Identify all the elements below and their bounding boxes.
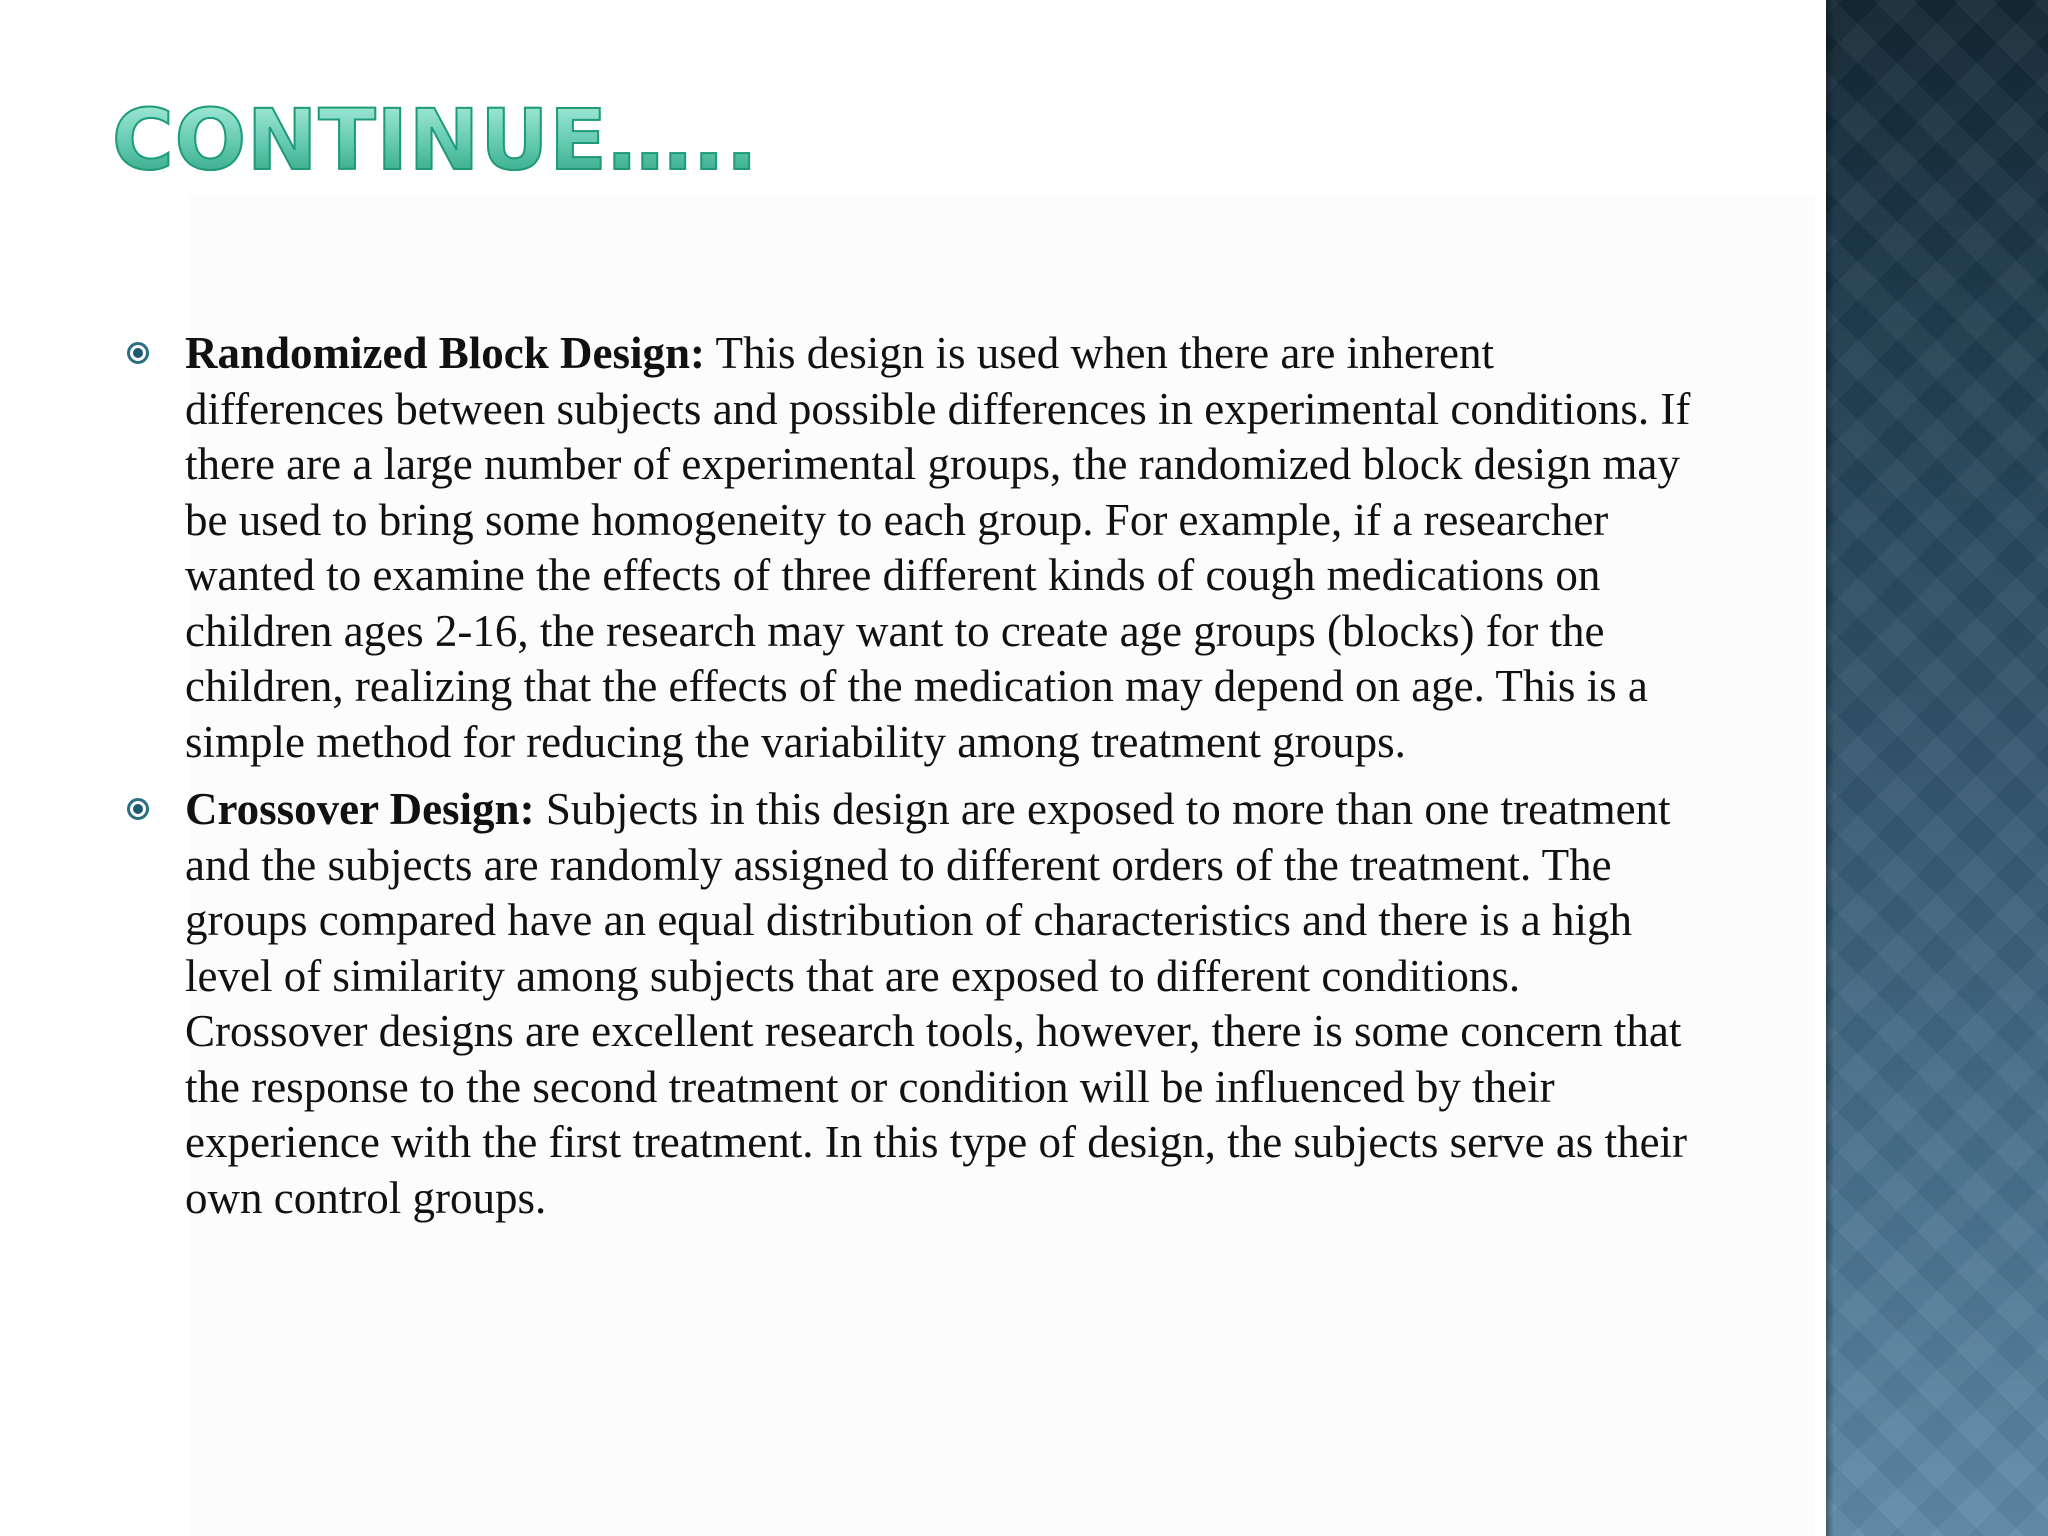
decorative-side-bar [1826,0,2048,1536]
slide-title: CONTINUE….. [112,91,759,189]
circled-dot-icon [127,798,149,820]
bullet-list [0,326,1760,1226]
bullet-text: This design is used when there are inherent differences between subjects and possible differences in experimental conditions. If there are a large number of experimental groups, the randomized block design may be used to bring some homogeneity to each group. For example, if a researcher wanted to examine the effects of three different kinds of cough medications on children ages 2-16, the research may want to create age groups (blocks) for the children, realizing that the effects of the medication may depend on age. This is a simple method for reducing the variability among treatment groups. [185,328,1691,767]
bullet-item-crossover-design [0,782,1760,1226]
circled-dot-icon [127,342,149,364]
bullet-text: Subjects in this design are exposed to more than one treatment and the subjects are randomly assigned to different orders of the treatment. The groups compared have an equal distribution of characteristics and there is a high level of similarity among subjects that are exposed to different conditions. Crossover designs are excellent research tools, however, there is some concern that the response to the second treatment or condition will be influenced by their experience with the first treatment. In this type of design, the subjects serve as their own control groups. [185,784,1688,1223]
bullet-term: Randomized Block Design: [185,328,706,378]
bullet-item-randomized-block-design [0,326,1760,770]
bullet-term: Crossover Design: [185,784,535,834]
